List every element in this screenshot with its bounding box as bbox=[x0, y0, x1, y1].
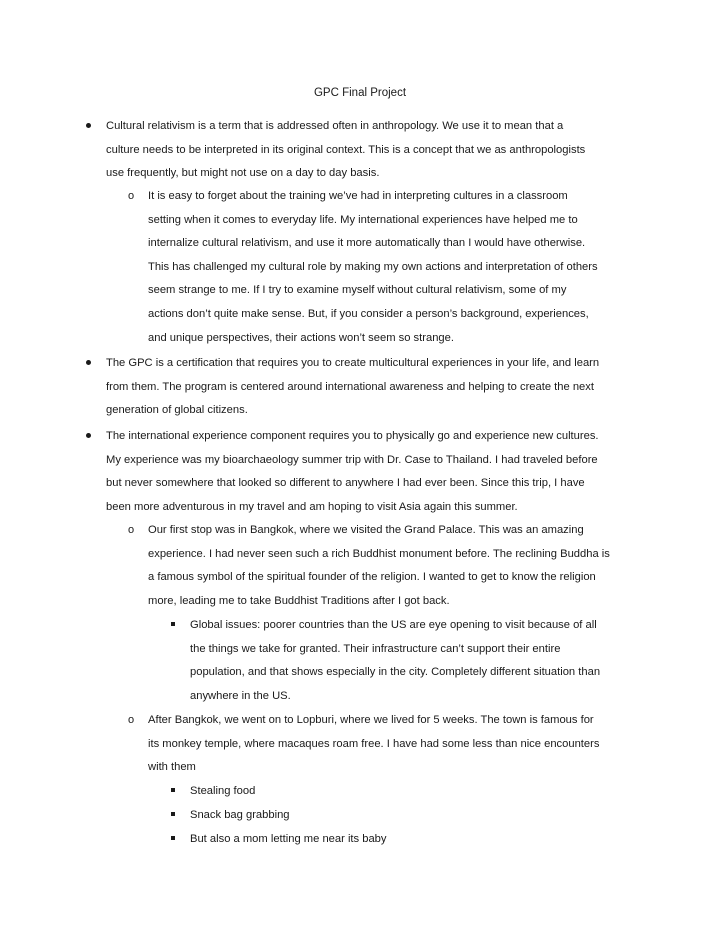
list-item bbox=[128, 709, 644, 780]
circle-bullet-icon: o bbox=[128, 714, 135, 726]
circle-bullet-icon: o bbox=[128, 190, 135, 202]
list-item-line: experience. I had never seen such a rich Buddhist monument before. The reclining Buddha is bbox=[148, 547, 610, 560]
list-item-line: with them bbox=[148, 761, 196, 774]
list-item-line: Cultural relativism is a term that is addressed often in anthropology. We use it to mean that a bbox=[106, 120, 564, 132]
list-item-line: My experience was my bioarchaeology summer trip with Dr. Case to Thailand. I had traveled before bbox=[106, 453, 598, 466]
list-item-line: and unique perspectives, their actions won’t seem so strange. bbox=[148, 331, 454, 344]
list-item-line: a famous symbol of the spiritual founder of the religion. I wanted to get to know the religion bbox=[148, 571, 596, 584]
list-item bbox=[128, 185, 644, 350]
document-title: GPC Final Project bbox=[313, 87, 407, 99]
list-item-line: its monkey temple, where macaques roam free. I have had some less than nice encounters bbox=[148, 737, 600, 750]
list-item-line: been more adventurous in my travel and am hoping to visit Asia again this summer. bbox=[106, 500, 518, 513]
list-item bbox=[190, 780, 640, 804]
square-bullet-icon bbox=[171, 614, 175, 638]
list-item-line: from them. The program is centered around international awareness and helping to create the next bbox=[106, 380, 594, 393]
list-item-line: Snack bag grabbing bbox=[190, 809, 290, 821]
list-item-line: but never somewhere that looked so different to anywhere I had ever been. Since this trip, I have bbox=[106, 477, 585, 490]
list-item-line: It is easy to forget about the training we’ve had in interpreting cultures in a classroom bbox=[148, 190, 568, 202]
list-item bbox=[190, 804, 640, 828]
list-item-line: more, leading me to take Buddhist Traditions after I got back. bbox=[148, 594, 450, 607]
list-item-line: culture needs to be interpreted in its original context. This is a concept that we as anthropologists bbox=[106, 143, 586, 156]
list-item-line: seem strange to me. If I try to examine myself without cultural relativism, some of my bbox=[148, 284, 567, 297]
list-item-line: Stealing food bbox=[190, 785, 256, 797]
list-item-line: The international experience component requires you to physically go and experience new cultures. bbox=[106, 430, 599, 442]
list-item-line: The GPC is a certification that requires you to create multicultural experiences in your life, and learn bbox=[106, 357, 600, 369]
list-item-line: internalize cultural relativism, and use it more automatically than I would have otherwise. bbox=[148, 237, 586, 250]
list-item-line: But also a mom letting me near its baby bbox=[190, 833, 387, 845]
list-item-line: This has challenged my cultural role by making my own actions and interpretation of others bbox=[148, 260, 598, 273]
square-bullet-icon bbox=[171, 804, 175, 828]
list-item bbox=[128, 519, 644, 613]
disc-bullet-icon bbox=[86, 425, 91, 449]
list-item-line: population, and that shows especially in the city. Completely different situation than bbox=[190, 666, 601, 679]
disc-bullet-icon bbox=[86, 115, 91, 139]
list-item bbox=[190, 614, 640, 708]
square-bullet-icon bbox=[171, 780, 175, 804]
list-item-line: generation of global citizens. bbox=[106, 404, 248, 417]
list-item bbox=[106, 425, 646, 519]
square-bullet-icon bbox=[171, 828, 175, 852]
list-item bbox=[190, 828, 640, 852]
list-item-line: Our first stop was in Bangkok, where we visited the Grand Palace. This was an amazing bbox=[148, 524, 584, 536]
list-item-line: Global issues: poorer countries than the US are eye opening to visit because of all bbox=[190, 619, 597, 631]
list-item-line: the things we take for granted. Their infrastructure can’t support their entire bbox=[190, 642, 561, 655]
list-item-line: use frequently, but might not use on a day to day basis. bbox=[106, 167, 380, 180]
disc-bullet-icon bbox=[86, 352, 91, 376]
list-item-line: After Bangkok, we went on to Lopburi, where we lived for 5 weeks. The town is famous for bbox=[148, 714, 594, 726]
list-item bbox=[106, 352, 646, 423]
circle-bullet-icon: o bbox=[128, 524, 135, 536]
list-item-line: setting when it comes to everyday life. My international experiences have helped me to bbox=[148, 213, 578, 226]
list-item bbox=[106, 115, 646, 186]
list-item-line: actions don’t quite make sense. But, if you consider a person’s background, experiences, bbox=[148, 307, 589, 320]
list-item-line: anywhere in the US. bbox=[190, 689, 291, 702]
